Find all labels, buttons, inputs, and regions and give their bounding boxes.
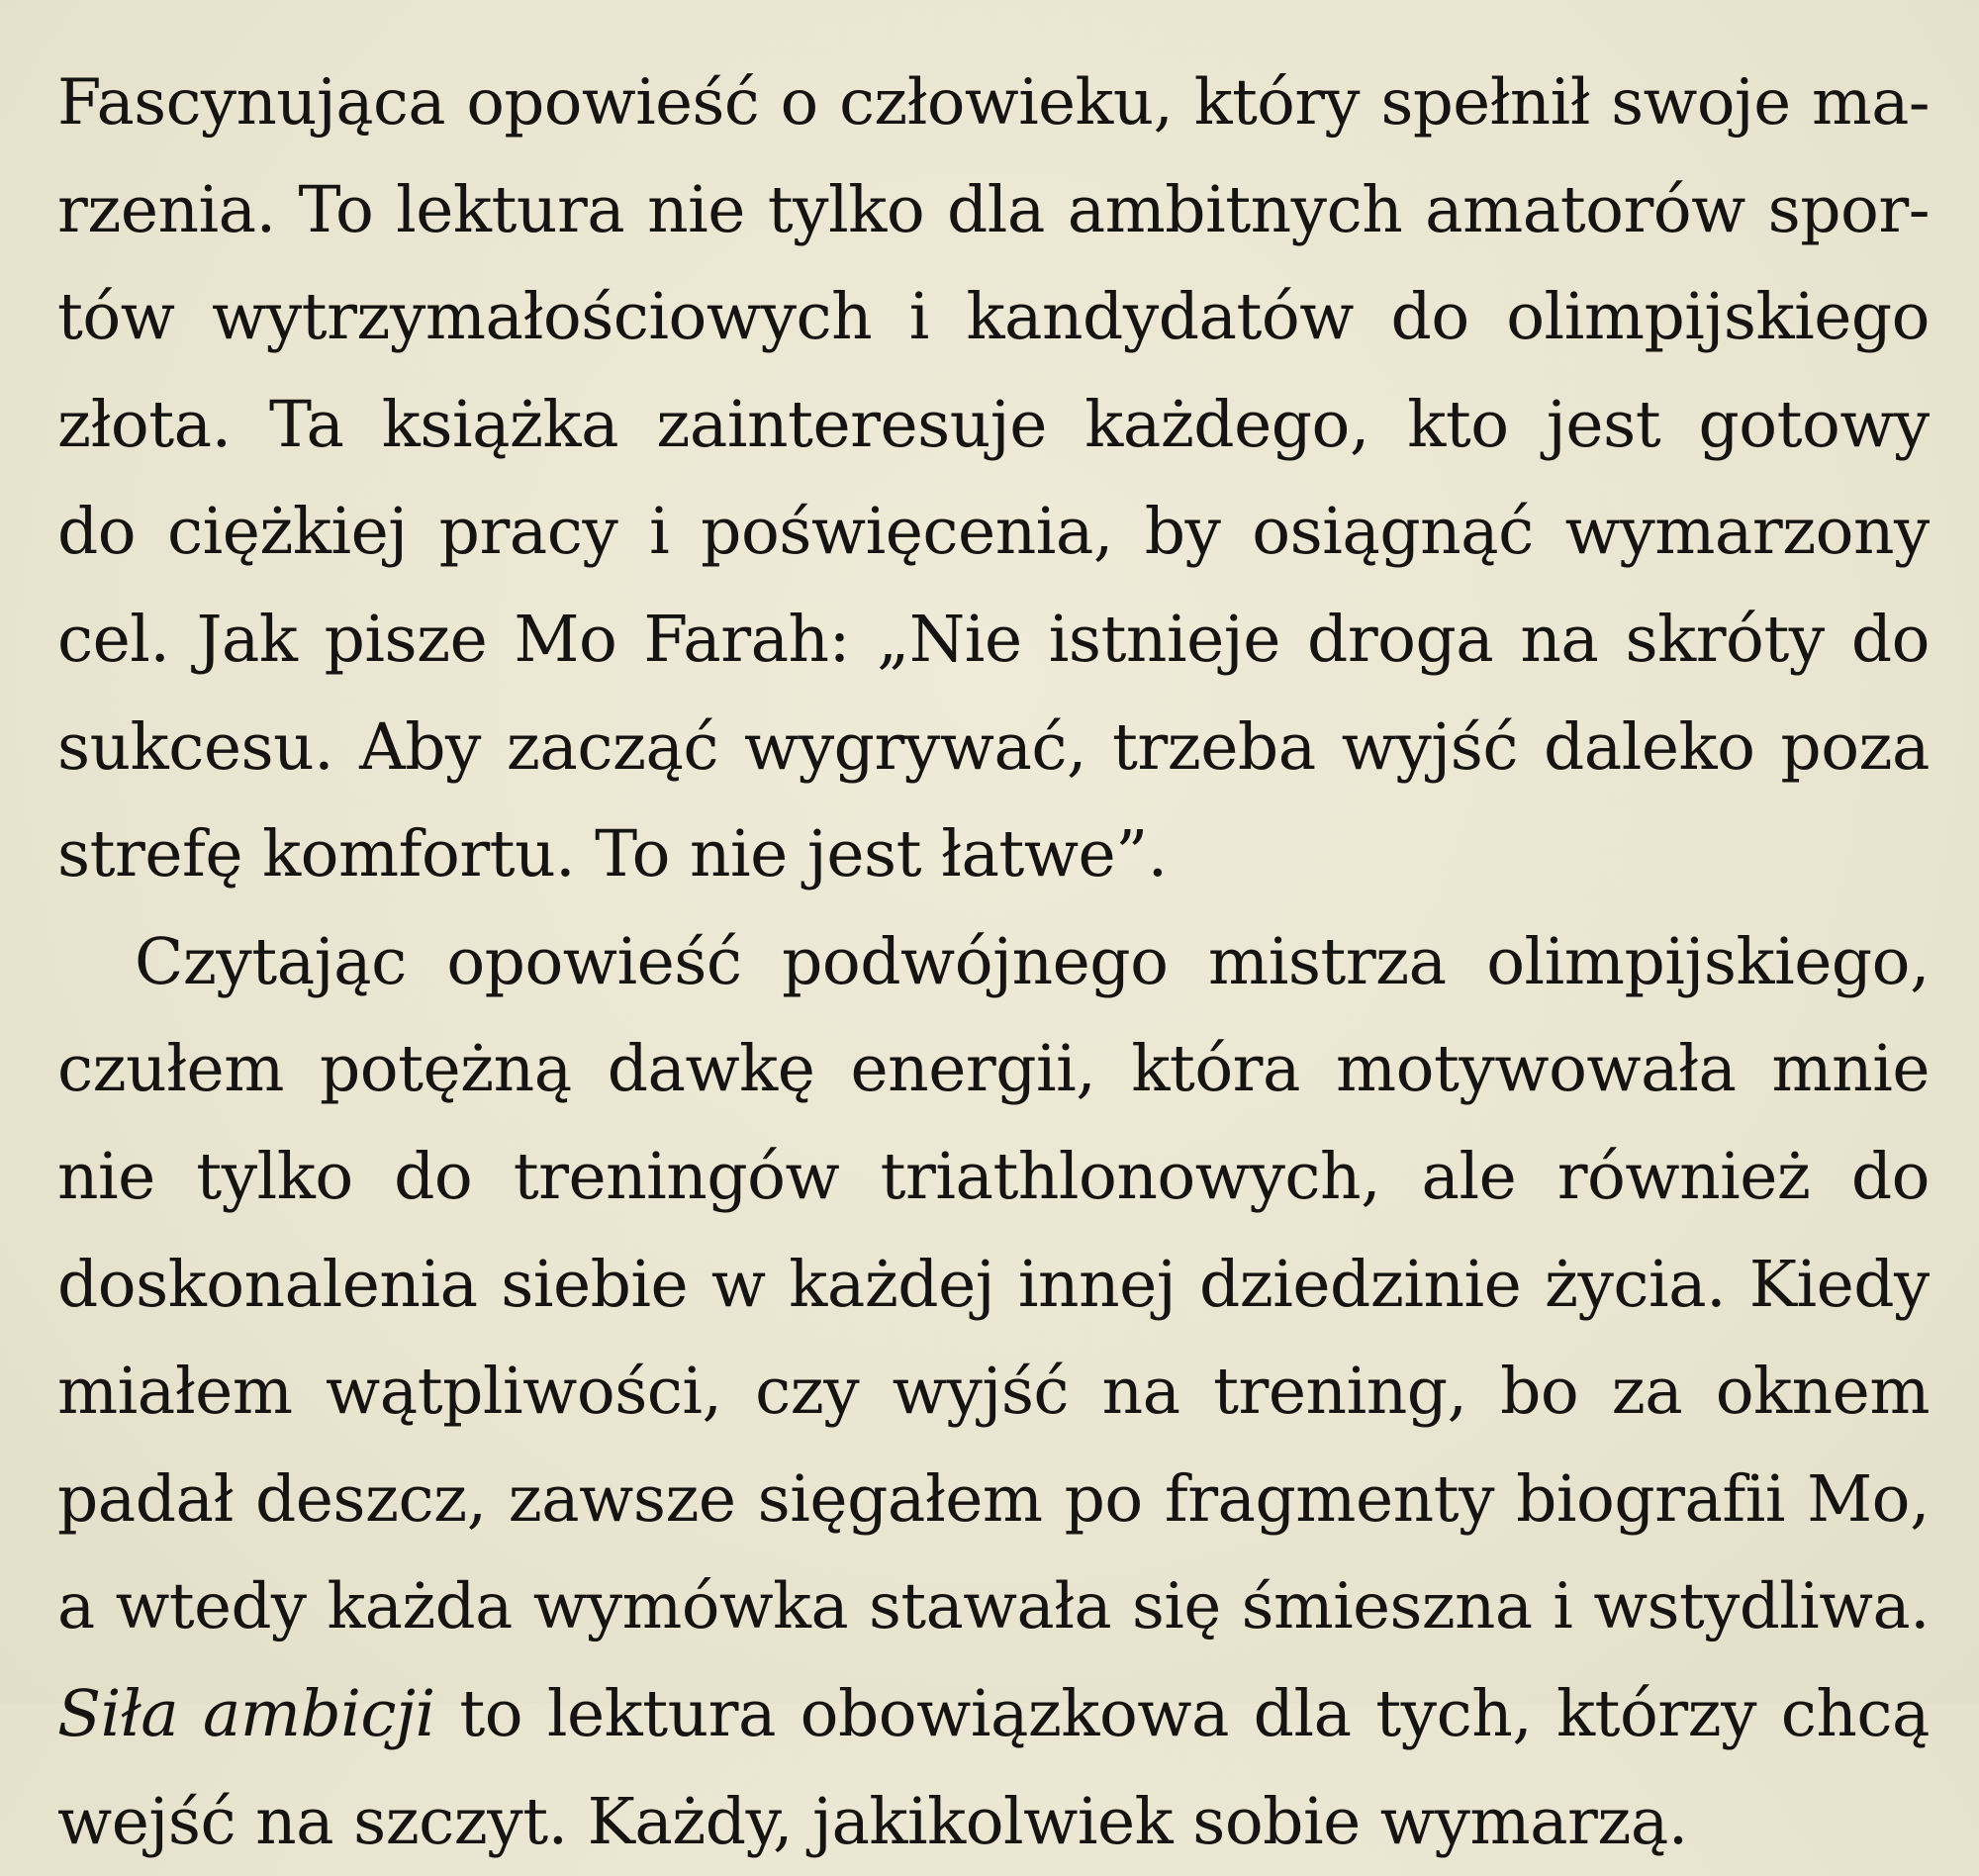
paragraph-2-line-6: padał deszcz, zawsze sięgałem po fragmenty biografii Mo, — [57, 1447, 1930, 1554]
paragraph-2-line-5: miałem wątpliwości, czy wyjść na trening, bo za oknem — [57, 1339, 1930, 1447]
paragraph-2-line-7: a wtedy każda wymówka stawała się śmieszna i wstydliwa. — [57, 1553, 1930, 1661]
paragraph-2-line-2: czułem potężną dawkę energii, która motywowała mnie — [57, 1016, 1930, 1124]
paragraph-1-line-6: cel. Jak pisze Mo Farah: „Nie istnieje droga na skróty do — [57, 587, 1930, 695]
paragraph-1-line-4: złota. Ta książka zainteresuje każdego, kto jest gotowy — [57, 372, 1930, 480]
paragraph-2-line-8 — [57, 1661, 1930, 1769]
paragraph-2-line-8-rest: to lektura obowiązkowa dla tych, którzy chcą — [435, 1677, 1930, 1751]
book-title: Siła ambicji — [57, 1677, 435, 1751]
paragraph-1-line-3: tów wytrzymałościowych i kandydatów do olimpijskiego — [57, 264, 1930, 372]
paragraph-1-line-7: sukcesu. Aby zacząć wygrywać, trzeba wyjść daleko poza — [57, 695, 1930, 802]
paragraph-2-line-9: wejść na szczyt. Każdy, jakikolwiek sobie wymarzą. — [57, 1769, 1930, 1876]
paragraph-1-line-2: rzenia. To lektura nie tylko dla ambitnych amatorów spor- — [57, 157, 1930, 265]
paragraph-2-line-4: doskonalenia siebie w każdej innej dziedzinie życia. Kiedy — [57, 1232, 1930, 1340]
paragraph-1 — [57, 49, 1930, 909]
paragraph-2 — [57, 909, 1930, 1876]
paragraph-1-line-1: Fascynująca opowieść o człowieku, który spełnił swoje ma- — [57, 49, 1930, 157]
paragraph-2-line-3: nie tylko do treningów triathlonowych, ale również do — [57, 1124, 1930, 1232]
paragraph-1-line-8: strefę komfortu. To nie jest łatwe”. — [57, 801, 1930, 909]
paragraph-2-line-1: Czytając opowieść podwójnego mistrza olimpijskiego, — [57, 909, 1930, 1017]
paragraph-1-line-5: do ciężkiej pracy i poświęcenia, by osiągnąć wymarzony — [57, 479, 1930, 587]
